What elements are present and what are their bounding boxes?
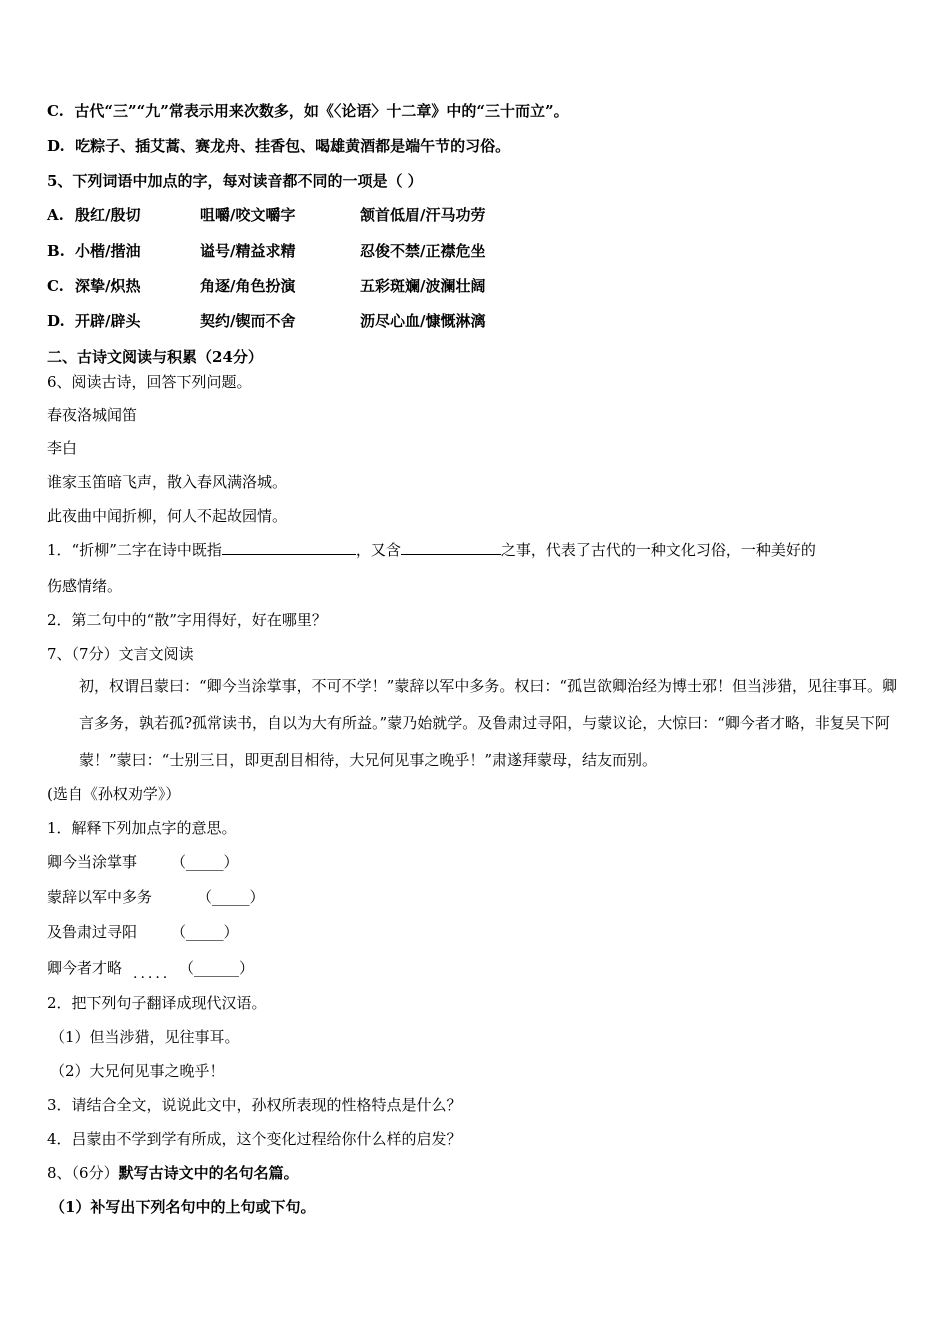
answer-blank[interactable] [222, 538, 356, 555]
section-2-title: 二、古诗文阅读与积累（24分） [47, 348, 263, 366]
q7-sub4: 4．吕蒙由不学到学有所成，这个变化过程给你什么样的启发？ [47, 1130, 462, 1148]
q7-stem: 7、（7分）文言文阅读 [47, 645, 194, 663]
q6-sub2: 2．第二句中的“散”字用得好，好在哪里？ [47, 611, 327, 629]
q7-item-3: 及鲁肃过寻阳 （_____） [47, 923, 239, 941]
emphasis-dots: ..... [133, 966, 171, 982]
answer-blank[interactable]: （______） [179, 959, 255, 977]
q7-sub2: 2．把下列句子翻译成现代汉语。 [47, 994, 267, 1012]
q7-item-1: 卿今当涂掌事 （_____） [47, 853, 239, 871]
q7-sub3: 3．请结合全文，说说此文中，孙权所表现的性格特点是什么？ [47, 1096, 462, 1114]
q8-sub1: （1）补写出下列名句中的上句或下句。 [50, 1198, 316, 1216]
q4-option-c: C. 古代“三”“九”常表示用来次数多，如《〈论语〉十二章》中的“三十而立”。 [47, 102, 569, 120]
q7-item-4: 卿今者才略 ..... （______） [47, 959, 255, 982]
answer-blank[interactable] [401, 538, 501, 555]
poem-title: 春夜洛城闻笛 [47, 406, 138, 424]
poem-line-2: 此夜曲中闻折柳，何人不起故园情。 [47, 507, 288, 525]
q5-stem: 5、下列词语中加点的字，每对读音都不同的一项是（ ） [47, 172, 423, 190]
q8-stem: 8、（6分）默写古诗文中的名句名篇。 [47, 1164, 299, 1182]
answer-blank[interactable]: （_____） [171, 853, 239, 871]
q7-translate-1: （1）但当涉猎，见往事耳。 [50, 1028, 240, 1046]
q7-item-2: 蒙辞以军中多务 （_____） [47, 888, 265, 906]
q6-sub1: 1．“折柳”二字在诗中既指 ，又含 之事，代表了古代的一种文化习俗，一种美好的 [47, 538, 816, 560]
q6-sub1-continued: 伤感情绪。 [47, 577, 123, 595]
q7-translate-2: （2）大兄何见事之晚乎！ [50, 1062, 225, 1080]
q7-passage: 初，权谓吕蒙曰：“卿今当涂掌事，不可不学！”蒙辞以军中多务。权曰：“孤岂欲卿治经为博士邪！但当涉猎，见往事耳。卿言多务，孰若孤?孤常读书，自以为大有所益。”蒙乃始就学。及鲁肃过寻阳，与蒙议论，大惊曰：“卿今者才略，非复吴下阿蒙！”蒙曰：“士别三日，即更刮目相待，大兄何见事之晚乎！”肃遂拜蒙母，结友而别。 [79, 677, 898, 769]
q4-option-d: D. 吃粽子、插艾蒿、赛龙舟、挂香包、喝雄黄酒都是端午节的习俗。 [47, 137, 511, 155]
q7-source: (选自《孙权劝学》） [47, 785, 181, 803]
q7-sub1: 1．解释下列加点字的意思。 [47, 819, 237, 837]
poem-author: 李白 [47, 439, 78, 457]
poem-line-1: 谁家玉笛暗飞声，散入春风满洛城。 [47, 473, 288, 491]
q6-stem: 6、阅读古诗，回答下列问题。 [47, 373, 252, 391]
answer-blank[interactable]: （_____） [197, 888, 265, 906]
exam-page: C. 古代“三”“九”常表示用来次数多，如《〈论语〉十二章》中的“三十而立”。 D. 吃粽子、插艾蒿、赛龙舟、挂香包、喝雄黄酒都是端午节的习俗。 5、下列词语中加点的字，每对读音都不同的一项是（ ） A. 殷红/殷切 咀嚼/咬文嚼字 颔首低眉/汗马功劳 B. 小楷/揩油 谥号/精益求精 忍俊不禁/正襟危坐 C. 深挚/炽热 角逐/角色扮演 五彩斑斓/波澜壮阔 D. 开辟/辟头 契约/锲而不舍 沥尽心血/慷慨淋漓 二、古诗文阅读与积累（24分） 6、阅读古诗，回答下列问题。 春夜洛城闻笛 李白 谁家玉笛暗飞声，散入春风满洛城。 此夜曲中闻折柳，何人不起故园情。 1．“折柳”二字在诗中既指 ，又含 之事，代表了古代的一种文化习俗，一种美好的 伤感情绪。 2．第二句中的“散”字用得好，好在哪里？ 7、（7分）文言文阅读 初，权谓吕蒙曰：“卿今当涂掌事，不可不学！”蒙辞以军中多务。权曰：“孤岂欲卿治经为博士邪！但当涉猎，见往事耳。卿言多务，孰若孤?孤常读书，自以为大有所益。”蒙乃始就学。及鲁肃过寻阳，与蒙议论，大惊曰：“卿今者才略，非复吴下阿蒙！”蒙曰：“士别三日，即更刮目相待，大兄何见事之晚乎！”肃遂拜蒙母，结友而别。 (选自《孙权劝学》） 1．解释下列加点字的意思。 卿今当涂掌事 （_____） 蒙辞以军中多务 （_____） 及鲁肃过寻阳 （_____） 卿今者才略 ..... （______） 2．把下列句子翻译成现代汉语。 （1）但当涉猎，见往事耳。 （2）大兄何见事之晚乎！ 3．请结合全文，说说此文中，孙权所表现的性格特点是什么？ 4．吕蒙由不学到学有所成，这个变化过程给你什么样的启发？ 8、（6分）默写古诗文中的名句名篇。 （1）补写出下列名句中的上句或下句。 [0, 0, 950, 1344]
answer-blank[interactable]: （_____） [171, 923, 239, 941]
